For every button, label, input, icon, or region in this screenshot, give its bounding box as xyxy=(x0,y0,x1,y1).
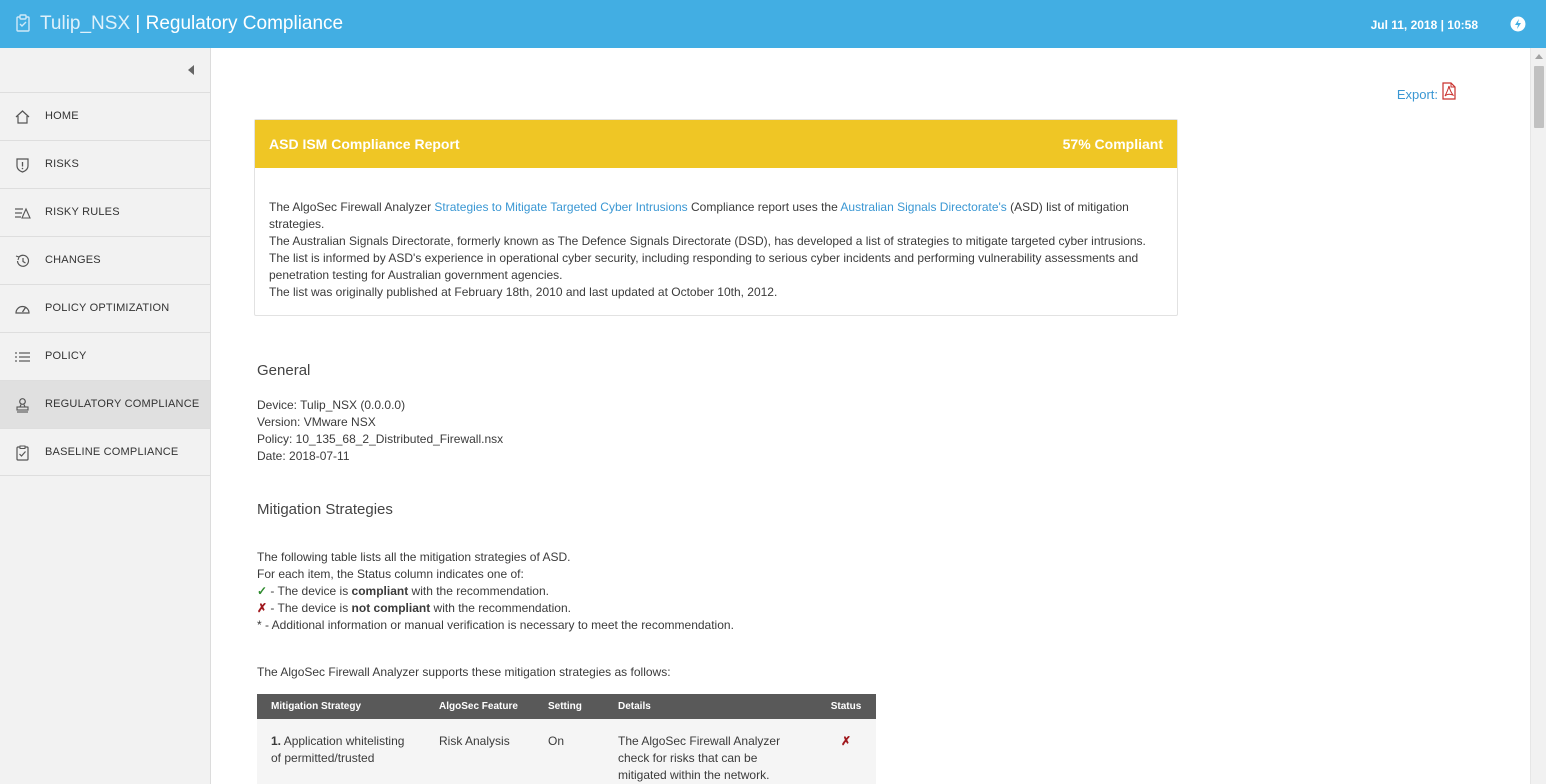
sidebar-item-label: HOME xyxy=(45,110,79,122)
export-button[interactable] xyxy=(1397,82,1457,102)
legend-compliant xyxy=(257,583,734,600)
device-name: Tulip_NSX xyxy=(40,13,131,34)
column-header: Setting xyxy=(534,694,604,719)
general-details xyxy=(257,397,503,465)
risky-rules-icon xyxy=(14,205,31,221)
sidebar-item-label: RISKY RULES xyxy=(45,206,120,218)
check-icon: ✓ xyxy=(257,584,268,598)
clipboard-check-icon xyxy=(14,445,31,461)
column-header: Mitigation Strategy xyxy=(257,694,425,719)
cross-icon: ✗ xyxy=(257,601,268,615)
page-title xyxy=(40,12,343,36)
app-header xyxy=(0,0,1546,48)
sidebar-item-changes[interactable] xyxy=(0,236,210,284)
clipboard-icon xyxy=(16,14,30,32)
intro-text: (ASD) list of mitigation strategies. xyxy=(269,200,1129,231)
general-heading: General xyxy=(257,362,311,379)
risk-shield-icon xyxy=(14,157,31,173)
user-menu-icon[interactable] xyxy=(1510,16,1526,32)
table-row xyxy=(257,719,876,784)
details-cell: The AlgoSec Firewall Analyzer check for risks that can be mitigated within the network. xyxy=(604,719,816,784)
section-name: Regulatory Compliance xyxy=(145,13,344,34)
home-icon xyxy=(14,109,31,125)
legend-text: with the recommendation. xyxy=(430,601,571,615)
sidebar-item-home[interactable] xyxy=(0,92,210,140)
collapse-sidebar-icon[interactable] xyxy=(186,64,196,76)
intro-line: For each item, the Status column indicates one of: xyxy=(257,567,524,581)
legend-text: - The device is xyxy=(267,601,352,615)
vertical-scrollbar[interactable] xyxy=(1530,48,1546,784)
column-header: AlgoSec Feature xyxy=(425,694,534,719)
strategy-cell xyxy=(257,719,425,784)
date-info: Date: 2018-07-11 xyxy=(257,449,350,463)
sidebar-item-baseline-compliance[interactable] xyxy=(0,428,210,476)
intro-text: The AlgoSec Firewall Analyzer xyxy=(269,200,435,214)
supports-text: The AlgoSec Firewall Analyzer supports these mitigation strategies as follows: xyxy=(257,665,671,679)
sidebar-item-label: POLICY OPTIMIZATION xyxy=(45,302,170,314)
legend-bold: not compliant xyxy=(351,601,431,615)
report-description xyxy=(255,168,1177,315)
legend-manual: * - Additional information or manual verification is necessary to meet the recommendation. xyxy=(257,618,734,632)
sidebar-item-risky-rules[interactable] xyxy=(0,188,210,236)
sidebar-item-label: REGULATORY COMPLIANCE xyxy=(45,398,200,410)
legend-not-compliant xyxy=(257,600,734,617)
legend-text: with the recommendation. xyxy=(408,584,549,598)
scrollbar-thumb[interactable] xyxy=(1534,66,1544,128)
sidebar-nav xyxy=(0,92,210,476)
strategies-link[interactable]: Strategies to Mitigate Targeted Cyber Intrusions xyxy=(434,200,688,214)
sidebar xyxy=(0,48,211,784)
mitigation-intro xyxy=(257,549,734,634)
report-line: The list is informed by ASD's experience in operational cyber security, including responding to serious cyber incidents and performing vulnerability assessments and penetration testing for Australian government agencies. xyxy=(269,251,1139,282)
history-icon xyxy=(14,253,31,269)
report-line: The list was originally published at February 18th, 2010 and last updated at October 10th, 2012. xyxy=(269,285,778,299)
report-line: The Australian Signals Directorate, formerly known as The Defence Signals Directorate (DSD), has developed a list of strategies to mitigate targeted cyber intrusions. xyxy=(269,234,1146,248)
column-header: Status xyxy=(816,694,876,719)
list-icon xyxy=(14,349,31,365)
sidebar-item-risks[interactable] xyxy=(0,140,210,188)
legend-text: - The device is xyxy=(267,584,352,598)
status-cell xyxy=(816,719,876,784)
sidebar-item-label: CHANGES xyxy=(45,254,101,266)
version-info: Version: VMware NSX xyxy=(257,415,376,429)
sidebar-item-policy-optimization[interactable] xyxy=(0,284,210,332)
sidebar-item-policy[interactable] xyxy=(0,332,210,380)
policy-info: Policy: 10_135_68_2_Distributed_Firewall.nsx xyxy=(257,432,504,446)
export-label: Export: xyxy=(1396,87,1438,102)
report-header xyxy=(255,120,1177,168)
main-content xyxy=(212,48,1530,784)
intro-text: Compliance report uses the xyxy=(687,200,841,214)
title-separator: | xyxy=(130,13,146,34)
not-compliant-icon: ✗ xyxy=(840,734,852,748)
scroll-up-icon[interactable] xyxy=(1535,54,1543,59)
report-intro xyxy=(269,199,1163,233)
column-header: Details xyxy=(604,694,816,719)
device-info: Device: Tulip_NSX (0.0.0.0) xyxy=(257,398,406,412)
stamp-icon xyxy=(14,397,31,413)
header-datetime: Jul 11, 2018 | 10:58 xyxy=(1370,18,1478,32)
strategy-number: 1. xyxy=(271,734,282,748)
asd-link[interactable]: Australian Signals Directorate's xyxy=(840,200,1007,214)
table-header-row xyxy=(257,694,876,719)
speedometer-icon xyxy=(14,301,31,317)
sidebar-item-label: BASELINE COMPLIANCE xyxy=(45,446,179,458)
sidebar-item-label: POLICY xyxy=(45,350,87,362)
mitigation-heading: Mitigation Strategies xyxy=(257,501,393,518)
report-title: ASD ISM Compliance Report xyxy=(269,136,460,152)
sidebar-item-label: RISKS xyxy=(45,158,80,170)
legend-bold: compliant xyxy=(351,584,409,598)
mitigation-table xyxy=(257,694,876,784)
report-panel xyxy=(254,119,1178,316)
sidebar-item-regulatory-compliance[interactable] xyxy=(0,380,210,428)
pdf-icon[interactable] xyxy=(1440,82,1457,100)
feature-cell: Risk Analysis xyxy=(425,719,534,784)
compliance-score: 57% Compliant xyxy=(1062,136,1163,152)
setting-cell: On xyxy=(534,719,604,784)
strategy-text: Application whitelisting of permitted/trusted xyxy=(271,734,405,765)
intro-line: The following table lists all the mitigation strategies of ASD. xyxy=(257,550,571,564)
